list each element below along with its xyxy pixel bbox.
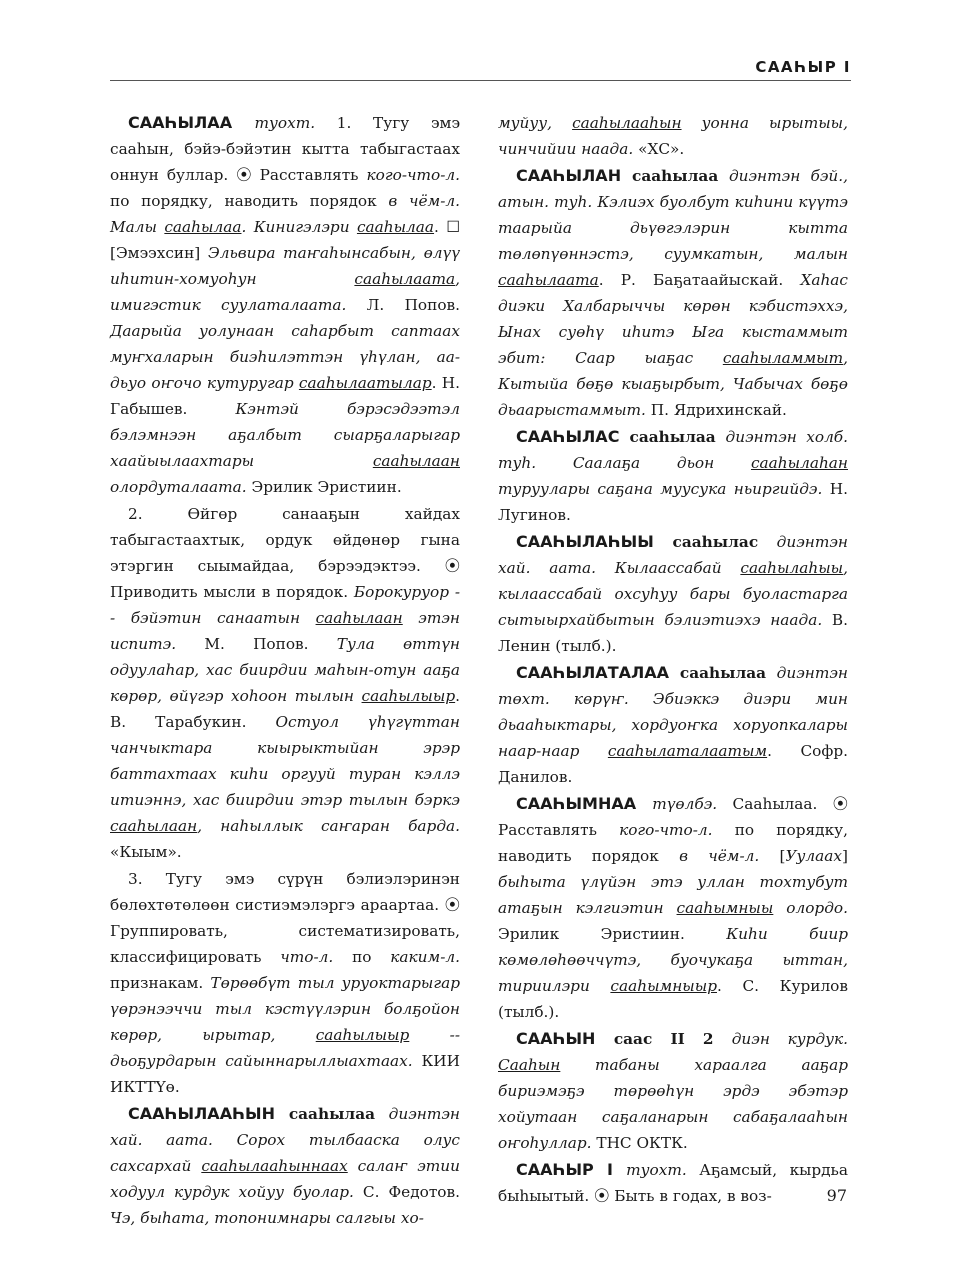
text: . С. Курилов (тылб.). <box>498 977 848 1021</box>
italic-text: кого-что-л. <box>366 166 460 184</box>
text: по <box>333 948 391 966</box>
example-word: сааһылаталаатым <box>607 742 768 760</box>
dictionary-entry <box>498 660 848 790</box>
left-column <box>110 110 460 1232</box>
text: . В. Тарабукин. <box>110 687 460 731</box>
dictionary-entry <box>498 529 848 659</box>
italic-text: туохт. <box>626 1161 687 1179</box>
example-word: сааһылаһыы <box>740 559 844 577</box>
bold-reference: сааһылаа <box>632 167 729 185</box>
text: 3. Тугу эмэ сүрүн бэлиэлэринэн бөлөхтөтөлөөн систиэмэлэргэ араартаа. ⦿ Группировать, систематизировать, классифицировать <box>110 870 460 966</box>
text: В. Ленин (тылб.). <box>498 611 849 655</box>
text: С. Федотов. <box>353 1183 460 1201</box>
example-word: сааһылаан <box>315 609 403 627</box>
dictionary-entry <box>498 791 848 1025</box>
text: по порядку, наводить порядок <box>110 192 389 210</box>
example-word: сааһымныыр <box>610 977 717 995</box>
example-word: сааһымныы <box>676 899 774 917</box>
italic-text: в чём-л. Малы <box>110 192 460 236</box>
text: по порядку, наводить порядок <box>498 821 848 865</box>
italic-text: диэнтэн бэй., атын. туһ. Кэлиэх буолбут киһини күүтэ таарыйа дьүөгэлэрин кытта төлөпүөннэстэ, суумкатын, малын <box>498 167 848 263</box>
italic-text: диэнтэн хай. аата. Сорох тылбааска олус сахсархай <box>110 1105 460 1175</box>
italic-text: каким-л. <box>390 948 460 966</box>
bold-reference: сааһылаа <box>679 664 777 682</box>
text: Н. Лугинов. <box>498 480 848 524</box>
example-word: сааһылаа <box>356 218 435 236</box>
example-word: сааһыламмыт <box>722 349 844 367</box>
italic-text: Хаһас диэки Халбарыччы көрөн кэбистэххэ, Ынах суөһү иһитэ Ыга кыстаммыт эбит: Саар ыаҕас <box>498 271 848 367</box>
text: КИИ ИКТТҮө. <box>110 1052 460 1096</box>
example-word: сааһылааһыннаах <box>201 1157 348 1175</box>
example-word: сааһылаата <box>354 270 456 288</box>
text: Л. Попов. <box>346 296 461 314</box>
text: . ☐ [Эмээхсин] <box>110 218 460 262</box>
headword: СААҺЫН <box>516 1029 614 1048</box>
bold-reference: сааһылаа <box>629 428 726 446</box>
bold-reference: сааһылаа <box>288 1105 389 1123</box>
italic-text: , кылаассабай охсуһуу бары буоластарга сытыырхайбытын бэлиэтиэхэ наада. <box>498 559 848 629</box>
italic-text: Кэнтэй бэрэсэдээтэл бэлэмнээн аҕалбыт сыарҕаларыгар хаайыылаахтары <box>110 400 460 470</box>
italic-text: -- дьоҕурдарын сайыннарыллыахтаах. <box>110 1026 460 1070</box>
right-column <box>498 110 848 1210</box>
italic-text: муйуу, <box>498 114 573 132</box>
italic-text: что-л. <box>280 948 334 966</box>
italic-text: Остуол үһүгүттан чанчыктара кыырыктыйан эрэр баттахтаах киһи оргууй туран кэллэ итиэннэ, хас биирдии этэр тылын бэркэ <box>110 713 461 809</box>
running-header: СААҺЫР I <box>755 58 851 76</box>
text: ] <box>842 847 848 865</box>
italic-text: Даарыйа уолунаан саһарбыт саптаах муҥхаларын биэһилэттэн үһүлан, аа-дьуо оҥочо кутуругар <box>110 322 460 392</box>
italic-text: салаҥ этии ходуул курдук хойуу буолар. <box>110 1157 460 1201</box>
example-word: сааһылааһын <box>572 114 682 132</box>
text: «Кыым». <box>110 843 182 861</box>
italic-text: кого-что-л. <box>619 821 713 839</box>
text: ТНС ОКТК. <box>591 1134 688 1152</box>
dictionary-entry <box>110 1101 460 1231</box>
italic-text: диэнтэн төхт. көрүҥ. Эбиэккэ диэри мин дьааһыктары, хордуоҥка хоруопкалары наар-наар <box>498 664 849 760</box>
text: признакам. <box>110 974 211 992</box>
italic-text: Чэ, быһата, топонимнары салгыы хо- <box>110 1209 424 1227</box>
text: М. Попов. <box>176 635 337 653</box>
italic-text: , наһыллык саҥаран барда. <box>197 817 460 835</box>
sense-paragraph <box>110 501 460 865</box>
example-word: сааһылаан <box>372 452 460 470</box>
italic-text: этэн испитэ. <box>110 609 460 653</box>
example-word: сааһылаатылар <box>298 374 432 392</box>
italic-text: олордо. <box>773 899 848 917</box>
text: . Софр. Данилов. <box>498 742 848 786</box>
italic-text: , имигэстик суулаталаата. <box>110 270 460 314</box>
text: 1. Тугу эмэ сааһын, бэйэ-бэйэтин кытта табыгастаах оннун буллар. ⦿ Расставлять <box>110 114 461 184</box>
bold-reference: саас II 2 <box>613 1030 732 1048</box>
italic-text: Тула өттүн одуулаһар, хас биирдии маһын-отун ааҕа көрөр, өйүгэр хоһоон тылын <box>110 635 460 705</box>
example-word: Сааһын <box>498 1056 561 1074</box>
text: Эрилик Эристиин. <box>498 925 727 943</box>
sense-paragraph <box>110 866 460 1100</box>
example-word: сааһылаа <box>164 218 242 236</box>
headword: СААҺЫЛАҺЫЫ <box>516 532 673 551</box>
text: Сааһылаа. ⦿ Расставлять <box>498 795 848 839</box>
headword: СААҺЫЛААҺЫН <box>128 1104 289 1123</box>
italic-text: туруулары саҕана муусука ньиргийдэ. <box>498 480 823 498</box>
italic-text: Борокуруор -- бэйэтин санаатын <box>110 583 460 627</box>
italic-text: Киһи биир көмөлөһөөччүтэ, буочукаҕа ыттан, тириилэри <box>498 925 849 995</box>
italic-text: Уулаах <box>785 847 843 865</box>
italic-text: диэн курдук. <box>731 1030 848 1048</box>
text: «ХС». <box>633 140 685 158</box>
text: Эрилик Эристиин. <box>246 478 402 496</box>
headword: СААҺЫЛАА <box>128 113 255 132</box>
example-word: сааһылаһан <box>750 454 848 472</box>
text: Аҕамсый, кырдьа быһыытый. ⦿ Быть в годах, в воз- <box>498 1161 848 1205</box>
example-word: сааһылаан <box>110 817 198 835</box>
italic-text: табаны хараалга ааҕар бириэмэҕэ төрөөһүн эрдэ эбэтэр хойутаан саҕаланарын сабаҕалааһын оҥоһуллар. <box>498 1056 848 1152</box>
continued-text <box>498 110 848 162</box>
dictionary-entry <box>498 163 848 423</box>
italic-text: в чём-л. <box>679 847 760 865</box>
headword: СААҺЫМНАА <box>516 794 653 813</box>
italic-text: диэнтэн хай. аата. Кылаассабай <box>498 533 848 577</box>
italic-text: диэнтэн холб. туһ. Саалаҕа дьон <box>498 428 849 472</box>
italic-text: олордуталаата. <box>110 478 247 496</box>
italic-text: , Кытыйа бөҕө кыаҕырбыт, Чабычах бөҕө дьаарыстаммыт. <box>498 349 848 419</box>
headword: СААҺЫЛАС <box>516 427 630 446</box>
example-word: сааһылыыр <box>361 687 456 705</box>
headword: СААҺЫЛАТАЛАА <box>516 663 680 682</box>
example-word: сааһылаата <box>498 271 599 289</box>
example-word: сааһылыыр <box>315 1026 410 1044</box>
header-rule <box>110 80 851 81</box>
italic-text: уонна ырытыы, чинчийии наада. <box>498 114 848 158</box>
text: 2. Өйгөр санааҕын хайдах табыгастаахтык, ордук өйдөнөр гына этэргин сыымайдаа, бэрээдэктээ. ⦿ Приводить мысли в порядок. <box>110 505 460 601</box>
italic-text: быһыта үлүйэн этэ уллан тохтубут атаҕын кэлгиэтин <box>498 873 848 917</box>
headword: СААҺЫР I <box>516 1160 627 1179</box>
italic-text: . Кинигэлэри <box>241 218 357 236</box>
text: [ <box>759 847 786 865</box>
italic-text: туохт. <box>254 114 316 132</box>
dictionary-entry <box>498 1026 848 1156</box>
text: . Н. Габышев. <box>110 374 460 418</box>
dictionary-entry <box>498 1157 848 1209</box>
italic-text: Төрөөбүт тыл уруоктарыгар үөрэнээччи тыл кэстүүлэрин болҕойон көрөр, ырытар, <box>110 974 460 1044</box>
text: П. Ядрихинскай. <box>645 401 787 419</box>
bold-reference: сааһылас <box>672 533 777 551</box>
headword: СААҺЫЛАН <box>516 166 633 185</box>
dictionary-entry <box>110 110 460 500</box>
italic-text: түөлбэ. <box>652 795 718 813</box>
italic-text: Эльвира таҥаһынсабын, өлүү иһитин-хомуоһун <box>110 244 460 288</box>
text: . Р. Баҕатаайыскай. <box>598 271 801 289</box>
page-number: 97 <box>826 1186 847 1205</box>
dictionary-entry <box>498 424 848 528</box>
